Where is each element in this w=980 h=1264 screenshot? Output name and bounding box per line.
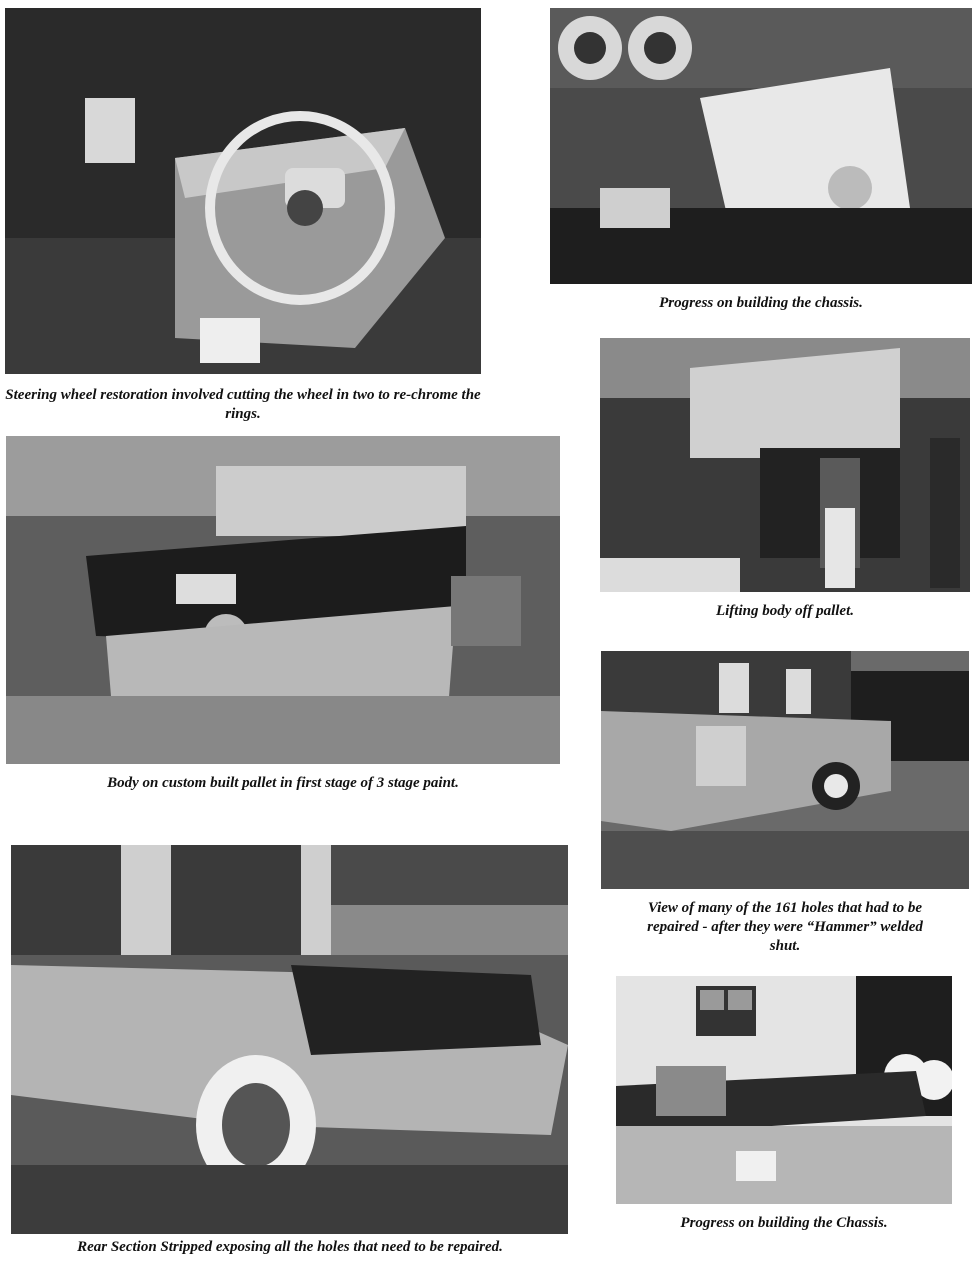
caption-chassis-progress-1: Progress on building the chassis. bbox=[659, 295, 863, 311]
caption-many-holes-line-2: repaired - after they were “Hammer” welded bbox=[647, 919, 923, 935]
caption-lifting-body: Lifting body off pallet. bbox=[715, 603, 855, 619]
photo-many-holes bbox=[601, 651, 969, 889]
photo-steering-wheel bbox=[5, 8, 481, 374]
caption-many-holes-line-3: shut. bbox=[769, 938, 801, 954]
photo-body-on-pallet bbox=[6, 436, 560, 764]
photo-lifting-body bbox=[600, 338, 970, 592]
photo-chassis-progress-2 bbox=[616, 976, 952, 1204]
caption-chassis-progress-2: Progress on building the Chassis. bbox=[680, 1215, 888, 1231]
caption-many-holes bbox=[601, 899, 969, 956]
photo-chassis-progress-1 bbox=[550, 8, 972, 284]
caption-rear-section: Rear Section Stripped exposing all the holes that need to be repaired. bbox=[77, 1239, 503, 1255]
caption-body-on-pallet: Body on custom built pallet in first stage of 3 stage paint. bbox=[107, 775, 459, 791]
photo-rear-section bbox=[11, 845, 568, 1234]
caption-many-holes-line-1: View of many of the 161 holes that had to be bbox=[647, 900, 923, 916]
caption-steering-wheel: Steering wheel restoration involved cutting the wheel in two to re-chrome the rings. bbox=[5, 387, 481, 422]
